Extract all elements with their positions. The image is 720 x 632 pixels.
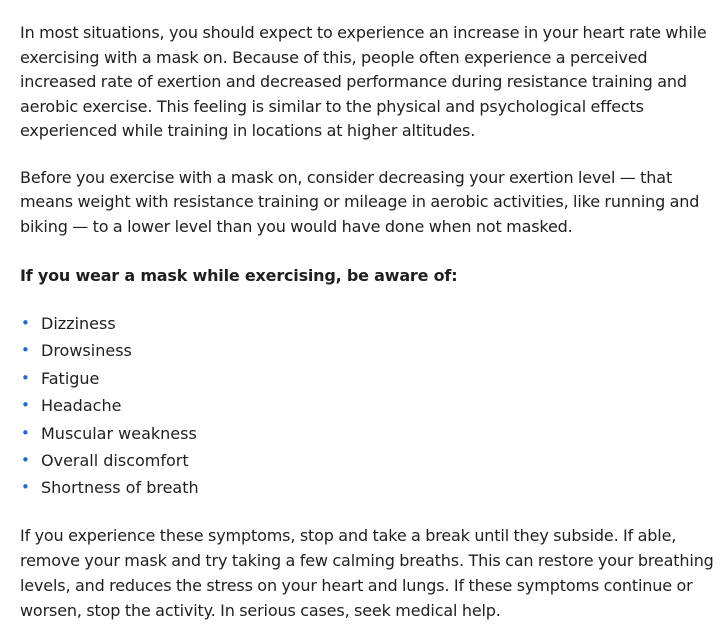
bullet-icon: • <box>21 341 30 360</box>
list-item <box>20 420 720 447</box>
bullet-icon: • <box>21 450 30 469</box>
symptom-label: Dizziness <box>41 314 116 333</box>
bullet-icon: • <box>21 368 30 387</box>
list-item <box>20 310 720 337</box>
bullet-icon: • <box>21 423 30 442</box>
symptom-label: Muscular weakness <box>41 423 197 443</box>
paragraph-exertion-level: Before you exercise with a mask on, consider decreasing your exertion level — that means weight with resistance training or mileage in aerobic activities, like running and biking — to a lower level than you would have done when not masked. <box>20 167 700 236</box>
article-body <box>20 21 720 623</box>
symptoms-heading: If you wear a mask while exercising, be aware of: <box>20 266 458 285</box>
symptom-list <box>20 310 720 502</box>
bullet-icon: • <box>21 396 30 415</box>
symptom-label: Shortness of breath <box>41 478 199 498</box>
list-item <box>20 365 720 392</box>
paragraph-heart-rate: In most situations, you should expect to experience an increase in your heart rate while exercising with a mask on. Because of this, people often experience a perceived increased rate of exertion and decreased performance during resistance training and aerobic exercise. This feeling is similar to the physical and psychological effects experienced while training in locations at higher altitudes. <box>20 23 707 140</box>
symptom-label: Fatigue <box>41 368 100 388</box>
symptom-label: Headache <box>41 396 122 416</box>
list-item <box>20 474 720 501</box>
symptom-label: Overall discomfort <box>41 450 189 470</box>
paragraph-symptom-advice: If you experience these symptoms, stop and take a break until they subside. If able, remove your mask and try taking a few calming breaths. This can restore your breathing levels, and reduces the stress on your heart and lungs. If these symptoms continue or worsen, stop the activity. In serious cases, seek medical help. <box>20 525 714 620</box>
list-item <box>20 392 720 419</box>
symptom-label: Drowsiness <box>41 341 132 361</box>
list-item <box>20 447 720 474</box>
bullet-icon: • <box>21 314 30 332</box>
bullet-icon: • <box>21 478 30 497</box>
list-item <box>20 337 720 364</box>
